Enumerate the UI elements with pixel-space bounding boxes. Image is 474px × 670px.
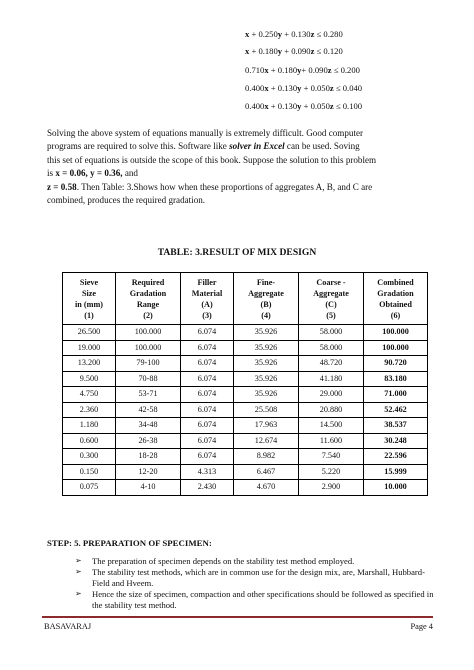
table-cell: 58.000 — [299, 340, 364, 356]
table-cell: 14.500 — [299, 418, 364, 434]
paragraph-line: z = 0.58. Then Table: 3.Shows how when these proportions of aggregates A, B, and C are — [47, 181, 373, 192]
table-row — [63, 371, 428, 387]
header-fine-aggregate: Fine- Aggregate (B) (4) — [234, 273, 299, 325]
table-cell: 38.537 — [364, 418, 428, 434]
table-row — [63, 449, 428, 465]
table-row — [63, 433, 428, 449]
table-cell: 34-48 — [116, 418, 181, 434]
table-row — [63, 402, 428, 418]
equation-4: 0.400x + 0.130y + 0.050z ≤ 0.040 — [245, 83, 363, 93]
table-cell: 13.200 — [63, 356, 116, 372]
paragraph-line: is x = 0.06, y = 0.36, and — [47, 168, 138, 179]
table-cell: 12-20 — [116, 464, 181, 480]
table-row — [63, 464, 428, 480]
header-combined-gradation: Combined Gradation Obtained (6) — [364, 273, 428, 325]
table-cell: 100.000 — [364, 340, 428, 356]
table-cell: 22.596 — [364, 449, 428, 465]
table-cell: 4.670 — [234, 480, 299, 496]
table-cell: 2.430 — [181, 480, 234, 496]
equation-2: x + 0.180y + 0.090z ≤ 0.120 — [245, 46, 343, 56]
mix-design-table — [62, 272, 428, 496]
table-cell: 6.074 — [181, 402, 234, 418]
header-filler-material: Filler Material (A) (3) — [181, 273, 234, 325]
arrow-bullet-icon: ➢ — [75, 567, 82, 577]
table-cell: 83.180 — [364, 371, 428, 387]
table-cell: 6.074 — [181, 449, 234, 465]
equation-1: x + 0.250y + 0.130z ≤ 0.280 — [245, 29, 343, 39]
header-coarse-aggregate: Coarse - Aggregate (C) (5) — [299, 273, 364, 325]
table-row — [63, 325, 428, 341]
table-cell: 6.074 — [181, 340, 234, 356]
table-cell: 10.000 — [364, 480, 428, 496]
table-cell: 2.900 — [299, 480, 364, 496]
table-cell: 11.600 — [299, 433, 364, 449]
footer-author: BASAVARAJ — [44, 622, 92, 631]
table-cell: 8.982 — [234, 449, 299, 465]
table-cell: 1.180 — [63, 418, 116, 434]
paragraph-line: programs are required to solve this. Software like solver in Excel can be used. Soving — [47, 141, 360, 152]
table-cell: 17.963 — [234, 418, 299, 434]
solution-paragraph — [47, 127, 437, 207]
table-cell: 0.300 — [63, 449, 116, 465]
table-row — [63, 480, 428, 496]
table-row — [63, 340, 428, 356]
table-cell: 0.150 — [63, 464, 116, 480]
table-cell: 100.000 — [364, 325, 428, 341]
table-cell: 41.180 — [299, 371, 364, 387]
table-cell: 2.360 — [63, 402, 116, 418]
table-row — [63, 418, 428, 434]
equation-5: 0.400x + 0.130y + 0.050z ≤ 0.100 — [245, 101, 363, 111]
paragraph-line: combined, produces the required gradation. — [47, 195, 206, 206]
table-cell: 4-10 — [116, 480, 181, 496]
arrow-bullet-icon: ➢ — [75, 556, 82, 565]
table-cell: 100.000 — [116, 340, 181, 356]
table-cell: 7.540 — [299, 449, 364, 465]
arrow-bullet-icon: ➢ — [75, 589, 82, 599]
table-cell: 35.926 — [234, 371, 299, 387]
table-cell: 52.462 — [364, 402, 428, 418]
table-cell: 6.074 — [181, 418, 234, 434]
table-cell: 20.880 — [299, 402, 364, 418]
paragraph-line: this set of equations is outside the scope of this book. Suppose the solution to this problem — [47, 154, 377, 165]
page-number: Page 4 — [410, 622, 433, 631]
table-cell: 4.313 — [181, 464, 234, 480]
table-cell: 35.926 — [234, 356, 299, 372]
list-item: ➢ The preparation of specimen depends on the stability test method employed. — [75, 556, 355, 566]
header-required-gradation: Required Gradation Range (2) — [116, 273, 181, 325]
table-cell: 58.000 — [299, 325, 364, 341]
footer-divider — [42, 616, 433, 618]
table-cell: 71.000 — [364, 387, 428, 403]
table-cell: 26.500 — [63, 325, 116, 341]
table-cell: 29.000 — [299, 387, 364, 403]
table-cell: 5.220 — [299, 464, 364, 480]
table-row — [63, 387, 428, 403]
table-cell: 0.075 — [63, 480, 116, 496]
equation-3: 0.710x + 0.180y+ 0.090z ≤ 0.200 — [245, 65, 360, 75]
table-cell: 35.926 — [234, 325, 299, 341]
table-cell: 6.074 — [181, 387, 234, 403]
table-cell: 6.074 — [181, 356, 234, 372]
table-cell: 35.926 — [234, 387, 299, 403]
table-cell: 26-38 — [116, 433, 181, 449]
table-cell: 18-28 — [116, 449, 181, 465]
step-heading: STEP: 5. PREPARATION OF SPECIMEN: — [47, 538, 212, 548]
table-cell: 6.074 — [181, 325, 234, 341]
paragraph-line: Solving the above system of equations manually is extremely difficult. Good computer — [47, 128, 364, 138]
table-cell: 70-88 — [116, 371, 181, 387]
table-cell: 4.750 — [63, 387, 116, 403]
table-cell: 19.000 — [63, 340, 116, 356]
list-item: ➢ The stability test methods, which are in common use for the design mix, are, Marshall, Hubbard- Field and Hveem. — [75, 567, 425, 589]
table-cell: 9.500 — [63, 371, 116, 387]
table-cell: 35.926 — [234, 340, 299, 356]
table-cell: 30.248 — [364, 433, 428, 449]
table-cell: 6.467 — [234, 464, 299, 480]
header-sieve-size: Sieve Size in (mm) (1) — [63, 273, 116, 325]
table-cell: 79-100 — [116, 356, 181, 372]
table-header-row — [63, 273, 428, 325]
table-cell: 6.074 — [181, 433, 234, 449]
table-cell: 0.600 — [63, 433, 116, 449]
table-cell: 42-58 — [116, 402, 181, 418]
list-item: ➢ Hence the size of specimen, compaction and other specifications should be followed as specified in the stability test method. — [75, 589, 434, 611]
table-cell: 6.074 — [181, 371, 234, 387]
step-bullet-list — [75, 556, 435, 611]
table-cell: 53-71 — [116, 387, 181, 403]
table-title: TABLE: 3.RESULT OF MIX DESIGN — [157, 247, 317, 258]
table-cell: 12.674 — [234, 433, 299, 449]
table-cell: 100.000 — [116, 325, 181, 341]
table-cell: 90.720 — [364, 356, 428, 372]
table-cell: 48.720 — [299, 356, 364, 372]
table-cell: 15.999 — [364, 464, 428, 480]
table-cell: 25.508 — [234, 402, 299, 418]
table-row — [63, 356, 428, 372]
